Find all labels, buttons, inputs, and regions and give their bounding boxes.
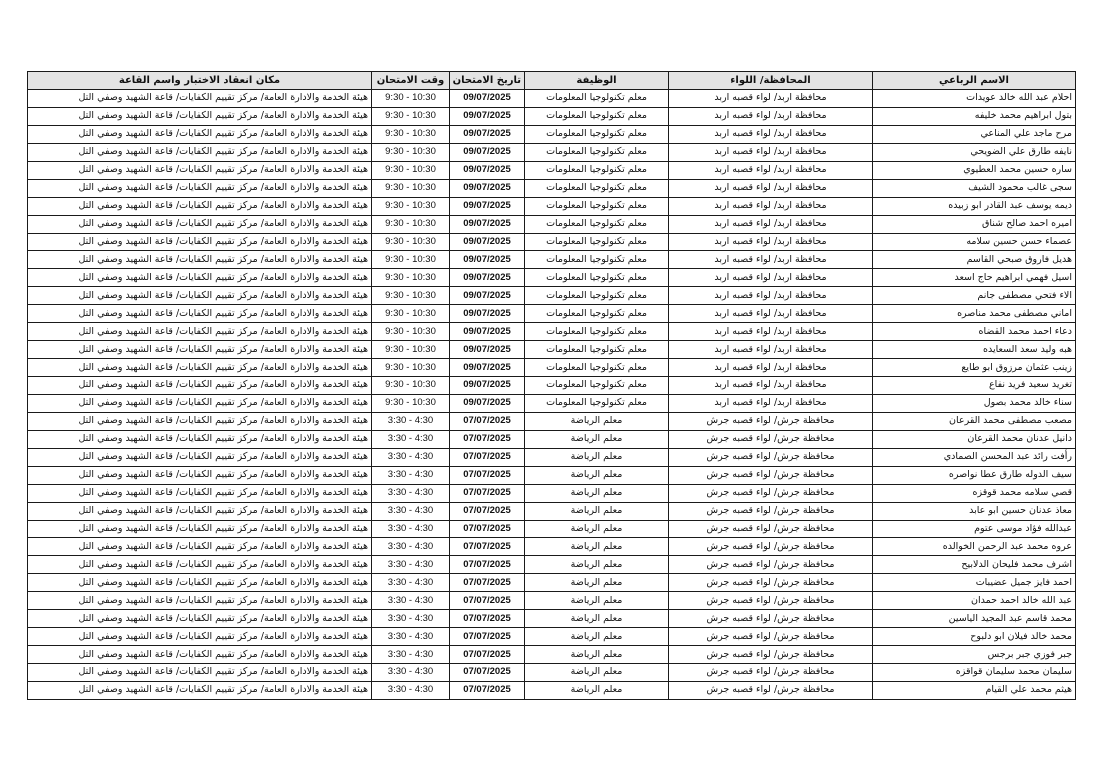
cell-name: معاذ عدنان حسين ابو عابد [873,502,1076,520]
cell-district: محافظة اربد/ لواء قصبه اربد [669,377,873,395]
cell-name: سيف الدوله طارق عطا نواصره [873,466,1076,484]
cell-name: نايفه طارق علي الضويحي [873,143,1076,161]
cell-name: دعاء احمد محمد القضاه [873,323,1076,341]
cell-district: محافظة اربد/ لواء قصبه اربد [669,269,873,287]
table-row [28,592,1076,610]
cell-job: معلم الرياضة [525,664,669,682]
cell-district: محافظة اربد/ لواء قصبه اربد [669,359,873,377]
cell-name: ساره حسين محمد العطيوي [873,161,1076,179]
cell-time: 3:30 - 4:30 [372,520,450,538]
cell-place: هيئة الخدمة والادارة العامة/ مركز تقييم الكفايات/ قاعة الشهيد وصفي التل [28,484,372,502]
cell-place: هيئة الخدمة والادارة العامة/ مركز تقييم الكفايات/ قاعة الشهيد وصفي التل [28,341,372,359]
cell-job: معلم تكنولوجيا المعلومات [525,233,669,251]
cell-name: عصماء حسن حسين سلامه [873,233,1076,251]
cell-district: محافظة جرش/ لواء قصبه جرش [669,628,873,646]
cell-date: 07/07/2025 [450,538,525,556]
cell-time: 9:30 - 10:30 [372,179,450,197]
cell-district: محافظة جرش/ لواء قصبه جرش [669,592,873,610]
cell-place: هيئة الخدمة والادارة العامة/ مركز تقييم الكفايات/ قاعة الشهيد وصفي التل [28,592,372,610]
cell-name: محمد قاسم عبد المجيد الياسين [873,610,1076,628]
table-row [28,305,1076,323]
cell-time: 3:30 - 4:30 [372,681,450,699]
cell-place: هيئة الخدمة والادارة العامة/ مركز تقييم الكفايات/ قاعة الشهيد وصفي التل [28,233,372,251]
cell-name: احلام عبد الله خالد عويدات [873,90,1076,108]
cell-time: 3:30 - 4:30 [372,484,450,502]
table-row [28,484,1076,502]
cell-place: هيئة الخدمة والادارة العامة/ مركز تقييم الكفايات/ قاعة الشهيد وصفي التل [28,430,372,448]
header-job: الوظيفة [525,72,669,90]
cell-place: هيئة الخدمة والادارة العامة/ مركز تقييم الكفايات/ قاعة الشهيد وصفي التل [28,107,372,125]
cell-name: هبه وليد سعد السعايده [873,341,1076,359]
cell-date: 07/07/2025 [450,484,525,502]
cell-place: هيئة الخدمة والادارة العامة/ مركز تقييم الكفايات/ قاعة الشهيد وصفي التل [28,502,372,520]
cell-date: 07/07/2025 [450,556,525,574]
cell-time: 3:30 - 4:30 [372,556,450,574]
cell-time: 9:30 - 10:30 [372,287,450,305]
cell-time: 3:30 - 4:30 [372,610,450,628]
cell-job: معلم تكنولوجيا المعلومات [525,377,669,395]
cell-date: 09/07/2025 [450,377,525,395]
cell-date: 09/07/2025 [450,341,525,359]
cell-time: 9:30 - 10:30 [372,394,450,412]
cell-date: 09/07/2025 [450,161,525,179]
cell-place: هيئة الخدمة والادارة العامة/ مركز تقييم الكفايات/ قاعة الشهيد وصفي التل [28,556,372,574]
cell-place: هيئة الخدمة والادارة العامة/ مركز تقييم الكفايات/ قاعة الشهيد وصفي التل [28,161,372,179]
cell-date: 09/07/2025 [450,179,525,197]
cell-job: معلم الرياضة [525,520,669,538]
cell-date: 09/07/2025 [450,125,525,143]
table-row [28,430,1076,448]
table-row [28,646,1076,664]
cell-district: محافظة اربد/ لواء قصبه اربد [669,125,873,143]
table-row [28,412,1076,430]
cell-name: الاء فتحي مصطفى جانم [873,287,1076,305]
cell-job: معلم الرياضة [525,592,669,610]
cell-district: محافظة جرش/ لواء قصبه جرش [669,556,873,574]
cell-name: مصعب مصطفى محمد القرعان [873,412,1076,430]
cell-district: محافظة اربد/ لواء قصبه اربد [669,90,873,108]
cell-time: 9:30 - 10:30 [372,359,450,377]
cell-name: سناء خالد محمد بصول [873,394,1076,412]
cell-place: هيئة الخدمة والادارة العامة/ مركز تقييم الكفايات/ قاعة الشهيد وصفي التل [28,574,372,592]
cell-date: 07/07/2025 [450,430,525,448]
cell-place: هيئة الخدمة والادارة العامة/ مركز تقييم الكفايات/ قاعة الشهيد وصفي التل [28,664,372,682]
cell-place: هيئة الخدمة والادارة العامة/ مركز تقييم الكفايات/ قاعة الشهيد وصفي التل [28,628,372,646]
cell-job: معلم تكنولوجيا المعلومات [525,251,669,269]
cell-place: هيئة الخدمة والادارة العامة/ مركز تقييم الكفايات/ قاعة الشهيد وصفي التل [28,466,372,484]
cell-job: معلم الرياضة [525,430,669,448]
cell-job: معلم الرياضة [525,610,669,628]
cell-date: 07/07/2025 [450,664,525,682]
header-time: وقت الامتحان [372,72,450,90]
cell-district: محافظة جرش/ لواء قصبه جرش [669,484,873,502]
cell-time: 3:30 - 4:30 [372,502,450,520]
cell-job: معلم الرياضة [525,574,669,592]
cell-name: عروه محمد عبد الرحمن الخوالده [873,538,1076,556]
header-date: تاريخ الامتحان [450,72,525,90]
table-row [28,466,1076,484]
cell-time: 3:30 - 4:30 [372,538,450,556]
cell-job: معلم الرياضة [525,538,669,556]
cell-name: اميره احمد صالح شناق [873,215,1076,233]
table-row [28,215,1076,233]
cell-name: مرح ماجد علي المناعي [873,125,1076,143]
cell-job: معلم الرياضة [525,448,669,466]
table-row [28,107,1076,125]
cell-job: معلم الرياضة [525,484,669,502]
cell-job: معلم الرياضة [525,681,669,699]
cell-district: محافظة جرش/ لواء قصبه جرش [669,681,873,699]
table-row [28,520,1076,538]
cell-district: محافظة اربد/ لواء قصبه اربد [669,161,873,179]
cell-date: 07/07/2025 [450,448,525,466]
table-row [28,125,1076,143]
cell-date: 09/07/2025 [450,90,525,108]
cell-name: دانيل عدنان محمد القرعان [873,430,1076,448]
cell-job: معلم تكنولوجيا المعلومات [525,197,669,215]
cell-date: 09/07/2025 [450,287,525,305]
cell-date: 07/07/2025 [450,502,525,520]
cell-job: معلم تكنولوجيا المعلومات [525,90,669,108]
cell-district: محافظة جرش/ لواء قصبه جرش [669,502,873,520]
table-row [28,90,1076,108]
cell-date: 07/07/2025 [450,646,525,664]
cell-place: هيئة الخدمة والادارة العامة/ مركز تقييم الكفايات/ قاعة الشهيد وصفي التل [28,215,372,233]
table-row [28,233,1076,251]
table-row [28,574,1076,592]
cell-date: 07/07/2025 [450,520,525,538]
cell-district: محافظة اربد/ لواء قصبه اربد [669,251,873,269]
cell-district: محافظة جرش/ لواء قصبه جرش [669,448,873,466]
cell-time: 9:30 - 10:30 [372,269,450,287]
cell-place: هيئة الخدمة والادارة العامة/ مركز تقييم الكفايات/ قاعة الشهيد وصفي التل [28,197,372,215]
cell-name: عبدالله فؤاد موسى عتوم [873,520,1076,538]
cell-name: اماني مصطفى محمد مناصره [873,305,1076,323]
cell-district: محافظة اربد/ لواء قصبه اربد [669,394,873,412]
cell-date: 09/07/2025 [450,305,525,323]
cell-date: 07/07/2025 [450,628,525,646]
cell-date: 07/07/2025 [450,681,525,699]
cell-time: 9:30 - 10:30 [372,377,450,395]
cell-date: 09/07/2025 [450,215,525,233]
exam-schedule-table [27,71,1076,700]
cell-job: معلم تكنولوجيا المعلومات [525,125,669,143]
cell-job: معلم تكنولوجيا المعلومات [525,107,669,125]
cell-place: هيئة الخدمة والادارة العامة/ مركز تقييم الكفايات/ قاعة الشهيد وصفي التل [28,143,372,161]
cell-job: معلم تكنولوجيا المعلومات [525,143,669,161]
cell-date: 07/07/2025 [450,466,525,484]
cell-time: 9:30 - 10:30 [372,323,450,341]
cell-district: محافظة اربد/ لواء قصبه اربد [669,233,873,251]
cell-place: هيئة الخدمة والادارة العامة/ مركز تقييم الكفايات/ قاعة الشهيد وصفي التل [28,646,372,664]
table-header [28,72,1076,90]
table-row [28,610,1076,628]
cell-place: هيئة الخدمة والادارة العامة/ مركز تقييم الكفايات/ قاعة الشهيد وصفي التل [28,538,372,556]
cell-district: محافظة اربد/ لواء قصبه اربد [669,323,873,341]
cell-place: هيئة الخدمة والادارة العامة/ مركز تقييم الكفايات/ قاعة الشهيد وصفي التل [28,610,372,628]
cell-date: 09/07/2025 [450,394,525,412]
cell-job: معلم الرياضة [525,628,669,646]
table-row [28,161,1076,179]
cell-name: زينب عثمان مرزوق ابو طايع [873,359,1076,377]
cell-name: بتول ابراهيم محمد خليفه [873,107,1076,125]
cell-date: 09/07/2025 [450,197,525,215]
table-row [28,179,1076,197]
cell-name: عبد الله خالد احمد حمدان [873,592,1076,610]
table-row [28,394,1076,412]
cell-time: 3:30 - 4:30 [372,664,450,682]
cell-date: 07/07/2025 [450,574,525,592]
cell-name: سليمان محمد سليمان قواقزه [873,664,1076,682]
cell-place: هيئة الخدمة والادارة العامة/ مركز تقييم الكفايات/ قاعة الشهيد وصفي التل [28,394,372,412]
table-row [28,502,1076,520]
cell-district: محافظة اربد/ لواء قصبه اربد [669,305,873,323]
cell-district: محافظة جرش/ لواء قصبه جرش [669,664,873,682]
table-row [28,341,1076,359]
table-body [28,90,1076,700]
cell-date: 09/07/2025 [450,323,525,341]
cell-district: محافظة اربد/ لواء قصبه اربد [669,215,873,233]
cell-time: 3:30 - 4:30 [372,628,450,646]
cell-name: اشرف محمد فليحان الدلابيح [873,556,1076,574]
table-row [28,143,1076,161]
header-district: المحافظة/ اللواء [669,72,873,90]
cell-district: محافظة جرش/ لواء قصبه جرش [669,610,873,628]
cell-place: هيئة الخدمة والادارة العامة/ مركز تقييم الكفايات/ قاعة الشهيد وصفي التل [28,305,372,323]
cell-time: 9:30 - 10:30 [372,90,450,108]
cell-place: هيئة الخدمة والادارة العامة/ مركز تقييم الكفايات/ قاعة الشهيد وصفي التل [28,377,372,395]
table-row [28,448,1076,466]
cell-place: هيئة الخدمة والادارة العامة/ مركز تقييم الكفايات/ قاعة الشهيد وصفي التل [28,287,372,305]
cell-district: محافظة جرش/ لواء قصبه جرش [669,574,873,592]
cell-time: 3:30 - 4:30 [372,412,450,430]
cell-place: هيئة الخدمة والادارة العامة/ مركز تقييم الكفايات/ قاعة الشهيد وصفي التل [28,323,372,341]
table-row [28,197,1076,215]
header-place: مكان انعقاد الاختبار واسم القاعة [28,72,372,90]
cell-job: معلم تكنولوجيا المعلومات [525,269,669,287]
cell-district: محافظة اربد/ لواء قصبه اربد [669,179,873,197]
header-row [28,72,1076,90]
cell-date: 07/07/2025 [450,610,525,628]
cell-place: هيئة الخدمة والادارة العامة/ مركز تقييم الكفايات/ قاعة الشهيد وصفي التل [28,681,372,699]
cell-district: محافظة اربد/ لواء قصبه اربد [669,197,873,215]
cell-name: ديمه يوسف عبد القادر ابو زبيده [873,197,1076,215]
cell-name: جبر فوزي جبر برجس [873,646,1076,664]
cell-place: هيئة الخدمة والادارة العامة/ مركز تقييم الكفايات/ قاعة الشهيد وصفي التل [28,269,372,287]
cell-district: محافظة جرش/ لواء قصبه جرش [669,412,873,430]
cell-district: محافظة اربد/ لواء قصبه اربد [669,341,873,359]
cell-date: 09/07/2025 [450,233,525,251]
cell-date: 09/07/2025 [450,251,525,269]
cell-time: 3:30 - 4:30 [372,448,450,466]
cell-district: محافظة اربد/ لواء قصبه اربد [669,143,873,161]
table-row [28,359,1076,377]
header-name: الاسم الرباعي [873,72,1076,90]
cell-name: احمد فايز جميل عضيبات [873,574,1076,592]
cell-job: معلم الرياضة [525,466,669,484]
cell-time: 9:30 - 10:30 [372,305,450,323]
cell-time: 3:30 - 4:30 [372,430,450,448]
cell-place: هيئة الخدمة والادارة العامة/ مركز تقييم الكفايات/ قاعة الشهيد وصفي التل [28,251,372,269]
cell-time: 9:30 - 10:30 [372,125,450,143]
cell-time: 9:30 - 10:30 [372,107,450,125]
table-row [28,251,1076,269]
cell-job: معلم تكنولوجيا المعلومات [525,359,669,377]
cell-job: معلم تكنولوجيا المعلومات [525,215,669,233]
cell-place: هيئة الخدمة والادارة العامة/ مركز تقييم الكفايات/ قاعة الشهيد وصفي التل [28,179,372,197]
cell-name: سجى غالب محمود الشيف [873,179,1076,197]
cell-district: محافظة جرش/ لواء قصبه جرش [669,430,873,448]
cell-district: محافظة اربد/ لواء قصبه اربد [669,107,873,125]
cell-place: هيئة الخدمة والادارة العامة/ مركز تقييم الكفايات/ قاعة الشهيد وصفي التل [28,125,372,143]
cell-district: محافظة جرش/ لواء قصبه جرش [669,466,873,484]
cell-name: هديل فاروق صبحي القاسم [873,251,1076,269]
table-row [28,628,1076,646]
cell-name: قصي سلامه محمد قوقزه [873,484,1076,502]
cell-date: 09/07/2025 [450,359,525,377]
cell-date: 09/07/2025 [450,107,525,125]
cell-place: هيئة الخدمة والادارة العامة/ مركز تقييم الكفايات/ قاعة الشهيد وصفي التل [28,412,372,430]
cell-time: 3:30 - 4:30 [372,646,450,664]
cell-district: محافظة جرش/ لواء قصبه جرش [669,646,873,664]
cell-time: 9:30 - 10:30 [372,251,450,269]
cell-job: معلم الرياضة [525,646,669,664]
cell-job: معلم الرياضة [525,502,669,520]
cell-time: 9:30 - 10:30 [372,161,450,179]
cell-name: اسيل فهمي ابراهيم حاج اسعد [873,269,1076,287]
cell-time: 9:30 - 10:30 [372,215,450,233]
cell-job: معلم الرياضة [525,556,669,574]
cell-name: تغريد سعيد فريد نفاع [873,377,1076,395]
cell-time: 9:30 - 10:30 [372,341,450,359]
cell-district: محافظة اربد/ لواء قصبه اربد [669,287,873,305]
cell-job: معلم تكنولوجيا المعلومات [525,179,669,197]
table-row [28,287,1076,305]
cell-job: معلم الرياضة [525,412,669,430]
cell-time: 3:30 - 4:30 [372,592,450,610]
cell-date: 07/07/2025 [450,592,525,610]
cell-place: هيئة الخدمة والادارة العامة/ مركز تقييم الكفايات/ قاعة الشهيد وصفي التل [28,520,372,538]
cell-name: هيثم محمد علي القيام [873,681,1076,699]
table-row [28,664,1076,682]
cell-district: محافظة جرش/ لواء قصبه جرش [669,538,873,556]
table-row [28,538,1076,556]
cell-time: 9:30 - 10:30 [372,197,450,215]
table-row [28,681,1076,699]
table-row [28,269,1076,287]
cell-job: معلم تكنولوجيا المعلومات [525,341,669,359]
cell-job: معلم تكنولوجيا المعلومات [525,323,669,341]
cell-time: 3:30 - 4:30 [372,574,450,592]
cell-name: رأفت رائد عبد المحسن الصمادي [873,448,1076,466]
cell-date: 09/07/2025 [450,143,525,161]
cell-time: 9:30 - 10:30 [372,233,450,251]
cell-job: معلم تكنولوجيا المعلومات [525,394,669,412]
cell-name: محمد خالد فيلان ابو دلبوح [873,628,1076,646]
table-row [28,556,1076,574]
cell-job: معلم تكنولوجيا المعلومات [525,305,669,323]
cell-job: معلم تكنولوجيا المعلومات [525,161,669,179]
cell-job: معلم تكنولوجيا المعلومات [525,287,669,305]
cell-place: هيئة الخدمة والادارة العامة/ مركز تقييم الكفايات/ قاعة الشهيد وصفي التل [28,90,372,108]
cell-place: هيئة الخدمة والادارة العامة/ مركز تقييم الكفايات/ قاعة الشهيد وصفي التل [28,448,372,466]
cell-time: 9:30 - 10:30 [372,143,450,161]
cell-date: 07/07/2025 [450,412,525,430]
cell-district: محافظة جرش/ لواء قصبه جرش [669,520,873,538]
cell-date: 09/07/2025 [450,269,525,287]
cell-time: 3:30 - 4:30 [372,466,450,484]
table-row [28,377,1076,395]
cell-place: هيئة الخدمة والادارة العامة/ مركز تقييم الكفايات/ قاعة الشهيد وصفي التل [28,359,372,377]
table-row [28,323,1076,341]
